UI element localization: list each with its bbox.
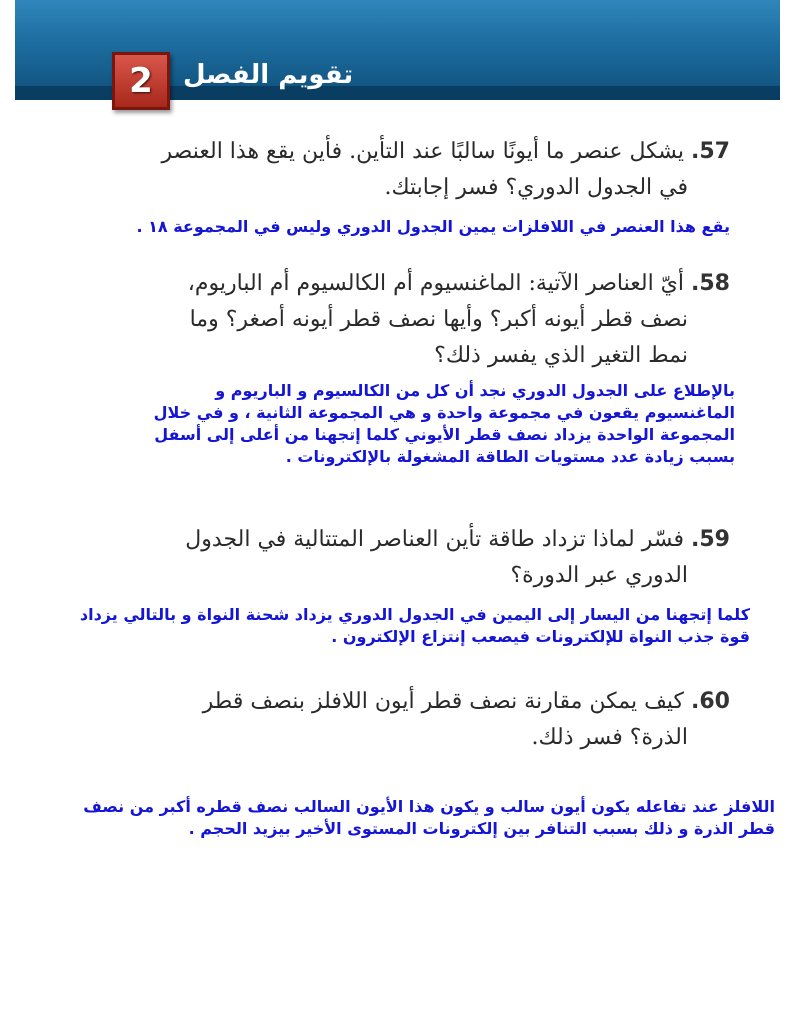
- question-number: 58.: [691, 271, 730, 296]
- answer-line: يقع هذا العنصر في اللافلزات يمين الجدول الدوري وليس في المجموعة ١٨ .: [136, 217, 730, 236]
- question-number: 57.: [691, 139, 730, 164]
- page-top-edge: [170, 100, 780, 108]
- chapter-number: 2: [129, 61, 153, 101]
- answer-line: قطر الذرة و ذلك بسبب التنافر بين إلكترونات المستوى الأخير بيزيد الحجم .: [188, 819, 775, 838]
- answer-57: [110, 216, 730, 238]
- answer-line: قوة جذب النواة للإلكترونات فيصعب إنتزاع الإلكترون .: [331, 627, 750, 646]
- chapter-number-badge: [112, 52, 170, 110]
- question-text-line: نمط التغير الذي يفسر ذلك؟: [434, 343, 688, 368]
- cropped-text-fragment: [290, 116, 490, 126]
- answer-line: اللافلز عند تفاعله يكون أيون سالب و يكون هذا الأيون السالب نصف قطره أكبر من نصف: [83, 797, 775, 816]
- question-text-line: أيّ العناصر الآتية: الماغنسيوم أم الكالسيوم أم الباريوم،: [187, 271, 685, 296]
- answer-line: المجموعة الواحدة يزداد نصف قطر الأيوني كلما إتجهنا من أعلى إلى أسفل: [154, 425, 735, 444]
- answer-60: [55, 796, 775, 840]
- answer-line: بسبب زيادة عدد مستويات الطاقة المشغولة بالإلكترونات .: [285, 447, 735, 466]
- question-text-line: فسّر لماذا تزداد طاقة تأين العناصر المتتالية في الجدول: [185, 527, 685, 552]
- question-60: [130, 684, 730, 756]
- question-57: [130, 134, 730, 206]
- question-number: 59.: [691, 527, 730, 552]
- question-text-line: الدوري عبر الدورة؟: [510, 563, 688, 588]
- question-59: [130, 522, 730, 594]
- question-text-line: نصف قطر أيونه أكبر؟ وأيها نصف قطر أيونه أصغر؟ وما: [189, 307, 688, 332]
- chapter-title: تقويم الفصل: [183, 60, 354, 90]
- answer-58: [95, 380, 735, 468]
- question-number: 60.: [691, 689, 730, 714]
- question-text-line: كيف يمكن مقارنة نصف قطر أيون اللافلز بنصف قطر: [202, 689, 685, 714]
- question-text-line: الذرة؟ فسر ذلك.: [531, 725, 688, 750]
- question-text-line: يشكل عنصر ما أيونًا سالبًا عند التأين. فأين يقع هذا العنصر: [161, 139, 685, 164]
- question-58: [120, 266, 730, 374]
- answer-line: كلما إتجهنا من اليسار إلى اليمين في الجدول الدوري يزداد شحنة النواة و بالتالي يزداد: [79, 605, 750, 624]
- answer-line: بالإطلاع على الجدول الدوري نجد أن كل من الكالسيوم و الباريوم و: [215, 381, 735, 400]
- question-text-line: في الجدول الدوري؟ فسر إجابتك.: [384, 175, 688, 200]
- answer-line: الماغنسيوم يقعون في مجموعة واحدة و هي المجموعة الثانية ، و في خلال: [153, 403, 735, 422]
- answer-59: [70, 604, 750, 648]
